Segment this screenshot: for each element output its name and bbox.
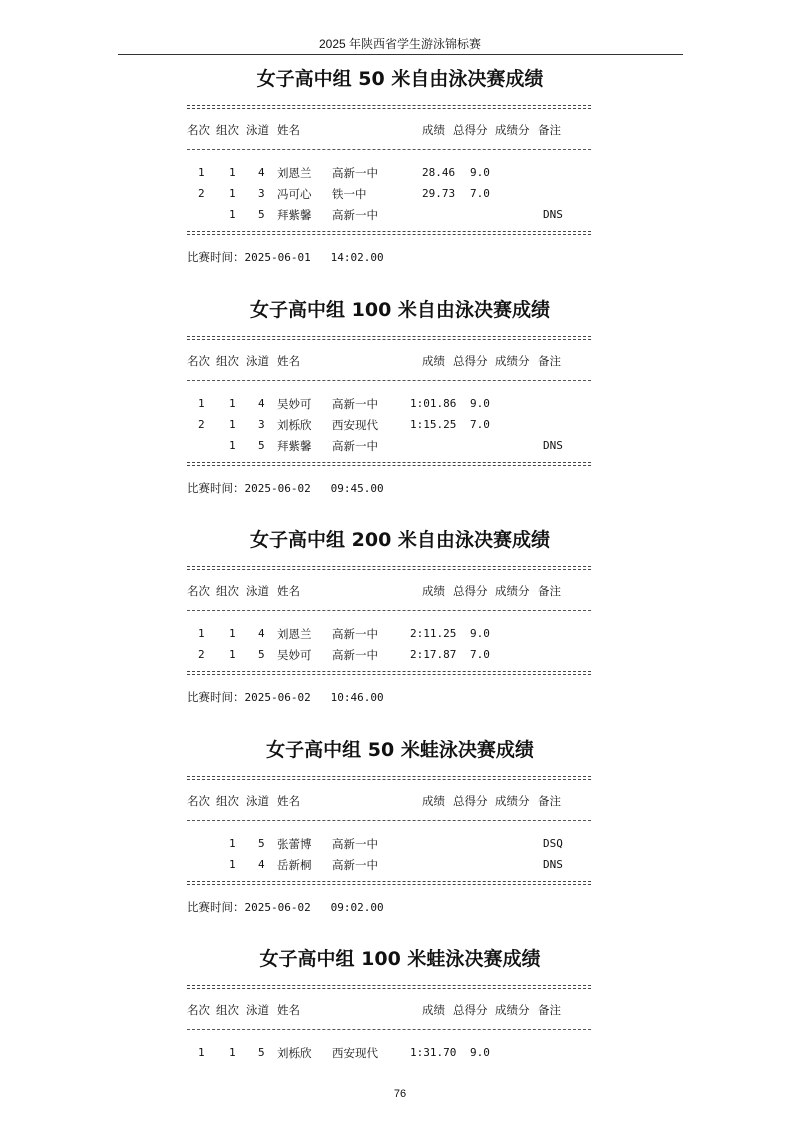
lane-cell: 4: [258, 166, 265, 179]
column-header-note: 备注: [538, 123, 561, 137]
team-name: 高新一中: [332, 166, 378, 180]
lane-cell: 4: [258, 627, 265, 640]
single-rule: [187, 149, 591, 150]
column-header-rank: 名次: [187, 123, 210, 137]
rank-cell: 2: [198, 187, 205, 200]
note-cell: DNS: [543, 439, 563, 452]
athlete-name: 张蕾博: [277, 837, 312, 851]
team-name: 高新一中: [332, 858, 378, 872]
table-row: [0, 858, 800, 872]
team-name: 高新一中: [332, 439, 378, 453]
time-value: 2025-06-02 09:02.00: [244, 901, 384, 914]
column-header-result-points: 成绩分: [495, 354, 530, 368]
note-cell: DNS: [543, 208, 563, 221]
column-header-lane: 泳道: [246, 123, 269, 137]
event-section: [0, 527, 800, 704]
team-name: 铁一中: [332, 187, 367, 201]
column-header-points: 总得分: [453, 354, 488, 368]
event-title: 女子高中组 200 米自由泳决赛成绩: [250, 529, 550, 551]
event-title: 女子高中组 50 米自由泳决赛成绩: [256, 68, 544, 90]
column-header-lane: 泳道: [246, 584, 269, 598]
time-label: 比赛时间：: [187, 900, 245, 914]
heat-cell: 1: [229, 208, 236, 221]
column-header-result: 成绩: [422, 354, 445, 368]
team-name: 高新一中: [332, 837, 378, 851]
column-header-heat: 组次: [216, 794, 239, 808]
column-header-rank: 名次: [187, 584, 210, 598]
column-header-heat: 组次: [216, 1003, 239, 1017]
athlete-name: 刘栎欣: [277, 1046, 312, 1060]
double-rule: [187, 336, 591, 340]
athlete-name: 刘恩兰: [277, 166, 312, 180]
column-header-note: 备注: [538, 354, 561, 368]
column-header-name: 姓名: [277, 794, 300, 808]
team-name: 高新一中: [332, 648, 378, 662]
column-header-result: 成绩: [422, 584, 445, 598]
event-section: [0, 737, 800, 914]
heat-cell: 1: [229, 418, 236, 431]
double-rule: [187, 985, 591, 989]
heat-cell: 1: [229, 1046, 236, 1059]
page-number: 76: [393, 1088, 407, 1100]
match-time: [187, 690, 384, 705]
athlete-name: 拜紫馨: [277, 439, 312, 453]
column-header-note: 备注: [538, 794, 561, 808]
table-row: [0, 439, 800, 453]
column-header-points: 总得分: [453, 584, 488, 598]
column-header-result-points: 成绩分: [495, 123, 530, 137]
lane-cell: 4: [258, 397, 265, 410]
header-rule: [118, 54, 683, 55]
double-rule: [187, 105, 591, 109]
column-header-points: 总得分: [453, 794, 488, 808]
team-name: 西安现代: [332, 418, 378, 432]
result-cell: 1:01.86: [410, 397, 457, 410]
column-header-name: 姓名: [277, 584, 300, 598]
time-label: 比赛时间：: [187, 481, 245, 495]
athlete-name: 冯可心: [277, 187, 312, 201]
match-time: [187, 250, 384, 265]
result-cell: 1:15.25: [410, 418, 457, 431]
rank-cell: 1: [198, 1046, 205, 1059]
points-cell: 9.0: [470, 166, 490, 179]
double-rule: [187, 671, 591, 675]
column-header-points: 总得分: [453, 1003, 488, 1017]
team-name: 高新一中: [332, 208, 378, 222]
time-label: 比赛时间：: [187, 250, 245, 264]
heat-cell: 1: [229, 837, 236, 850]
column-header-name: 姓名: [277, 123, 300, 137]
heat-cell: 1: [229, 187, 236, 200]
column-header-note: 备注: [538, 1003, 561, 1017]
match-time: [187, 481, 384, 496]
heat-cell: 1: [229, 627, 236, 640]
points-cell: 9.0: [470, 1046, 490, 1059]
athlete-name: 吴妙可: [277, 648, 312, 662]
team-name: 高新一中: [332, 627, 378, 641]
double-rule: [187, 462, 591, 466]
rank-cell: 1: [198, 397, 205, 410]
event-section: [0, 297, 800, 495]
column-header-lane: 泳道: [246, 794, 269, 808]
column-header-points: 总得分: [453, 123, 488, 137]
team-name: 西安现代: [332, 1046, 378, 1060]
column-header-result-points: 成绩分: [495, 794, 530, 808]
athlete-name: 拜紫馨: [277, 208, 312, 222]
points-cell: 9.0: [470, 397, 490, 410]
time-value: 2025-06-02 10:46.00: [244, 691, 384, 704]
lane-cell: 5: [258, 837, 265, 850]
time-value: 2025-06-01 14:02.00: [244, 251, 384, 264]
column-header-rank: 名次: [187, 354, 210, 368]
table-row: [0, 1046, 800, 1060]
team-name: 高新一中: [332, 397, 378, 411]
column-header-result-points: 成绩分: [495, 1003, 530, 1017]
column-header-note: 备注: [538, 584, 561, 598]
column-header-result: 成绩: [422, 794, 445, 808]
table-row: [0, 208, 800, 222]
column-header-lane: 泳道: [246, 1003, 269, 1017]
table-row: [0, 418, 800, 432]
athlete-name: 刘栎欣: [277, 418, 312, 432]
note-cell: DSQ: [543, 837, 563, 850]
double-rule: [187, 776, 591, 780]
note-cell: DNS: [543, 858, 563, 871]
heat-cell: 1: [229, 858, 236, 871]
result-cell: 2:11.25: [410, 627, 457, 640]
athlete-name: 吴妙可: [277, 397, 312, 411]
rank-cell: 1: [198, 166, 205, 179]
table-row: [0, 166, 800, 180]
column-header-result: 成绩: [422, 1003, 445, 1017]
event-title: 女子高中组 100 米自由泳决赛成绩: [250, 299, 550, 321]
column-header-result-points: 成绩分: [495, 584, 530, 598]
table-row: [0, 397, 800, 411]
double-rule: [187, 231, 591, 235]
lane-cell: 4: [258, 858, 265, 871]
document-header: 2025 年陕西省学生游泳锦标赛: [318, 37, 482, 51]
points-cell: 9.0: [470, 627, 490, 640]
table-row: [0, 837, 800, 851]
result-cell: 28.46: [422, 166, 456, 179]
event-title: 女子高中组 50 米蛙泳决赛成绩: [266, 739, 534, 761]
result-cell: 2:17.87: [410, 648, 457, 661]
column-header-rank: 名次: [187, 794, 210, 808]
column-header-heat: 组次: [216, 584, 239, 598]
match-time: [187, 900, 384, 915]
time-value: 2025-06-02 09:45.00: [244, 482, 384, 495]
lane-cell: 5: [258, 648, 265, 661]
double-rule: [187, 566, 591, 570]
lane-cell: 5: [258, 439, 265, 452]
event-section: [0, 946, 800, 1060]
result-cell: 1:31.70: [410, 1046, 457, 1059]
points-cell: 7.0: [470, 418, 490, 431]
double-rule: [187, 881, 591, 885]
column-header-result: 成绩: [422, 123, 445, 137]
result-cell: 29.73: [422, 187, 456, 200]
table-row: [0, 648, 800, 662]
rank-cell: 2: [198, 648, 205, 661]
event-section: [0, 66, 800, 264]
column-header-name: 姓名: [277, 1003, 300, 1017]
event-title: 女子高中组 100 米蛙泳决赛成绩: [259, 948, 541, 970]
column-header-name: 姓名: [277, 354, 300, 368]
heat-cell: 1: [229, 648, 236, 661]
column-header-heat: 组次: [216, 354, 239, 368]
lane-cell: 3: [258, 187, 265, 200]
points-cell: 7.0: [470, 648, 490, 661]
time-label: 比赛时间：: [187, 690, 245, 704]
single-rule: [187, 820, 591, 821]
single-rule: [187, 380, 591, 381]
single-rule: [187, 1029, 591, 1030]
athlete-name: 岳新桐: [277, 858, 312, 872]
points-cell: 7.0: [470, 187, 490, 200]
heat-cell: 1: [229, 397, 236, 410]
rank-cell: 2: [198, 418, 205, 431]
table-row: [0, 187, 800, 201]
heat-cell: 1: [229, 166, 236, 179]
single-rule: [187, 610, 591, 611]
athlete-name: 刘恩兰: [277, 627, 312, 641]
heat-cell: 1: [229, 439, 236, 452]
rank-cell: 1: [198, 627, 205, 640]
column-header-rank: 名次: [187, 1003, 210, 1017]
lane-cell: 5: [258, 1046, 265, 1059]
lane-cell: 3: [258, 418, 265, 431]
column-header-lane: 泳道: [246, 354, 269, 368]
table-row: [0, 627, 800, 641]
column-header-heat: 组次: [216, 123, 239, 137]
lane-cell: 5: [258, 208, 265, 221]
